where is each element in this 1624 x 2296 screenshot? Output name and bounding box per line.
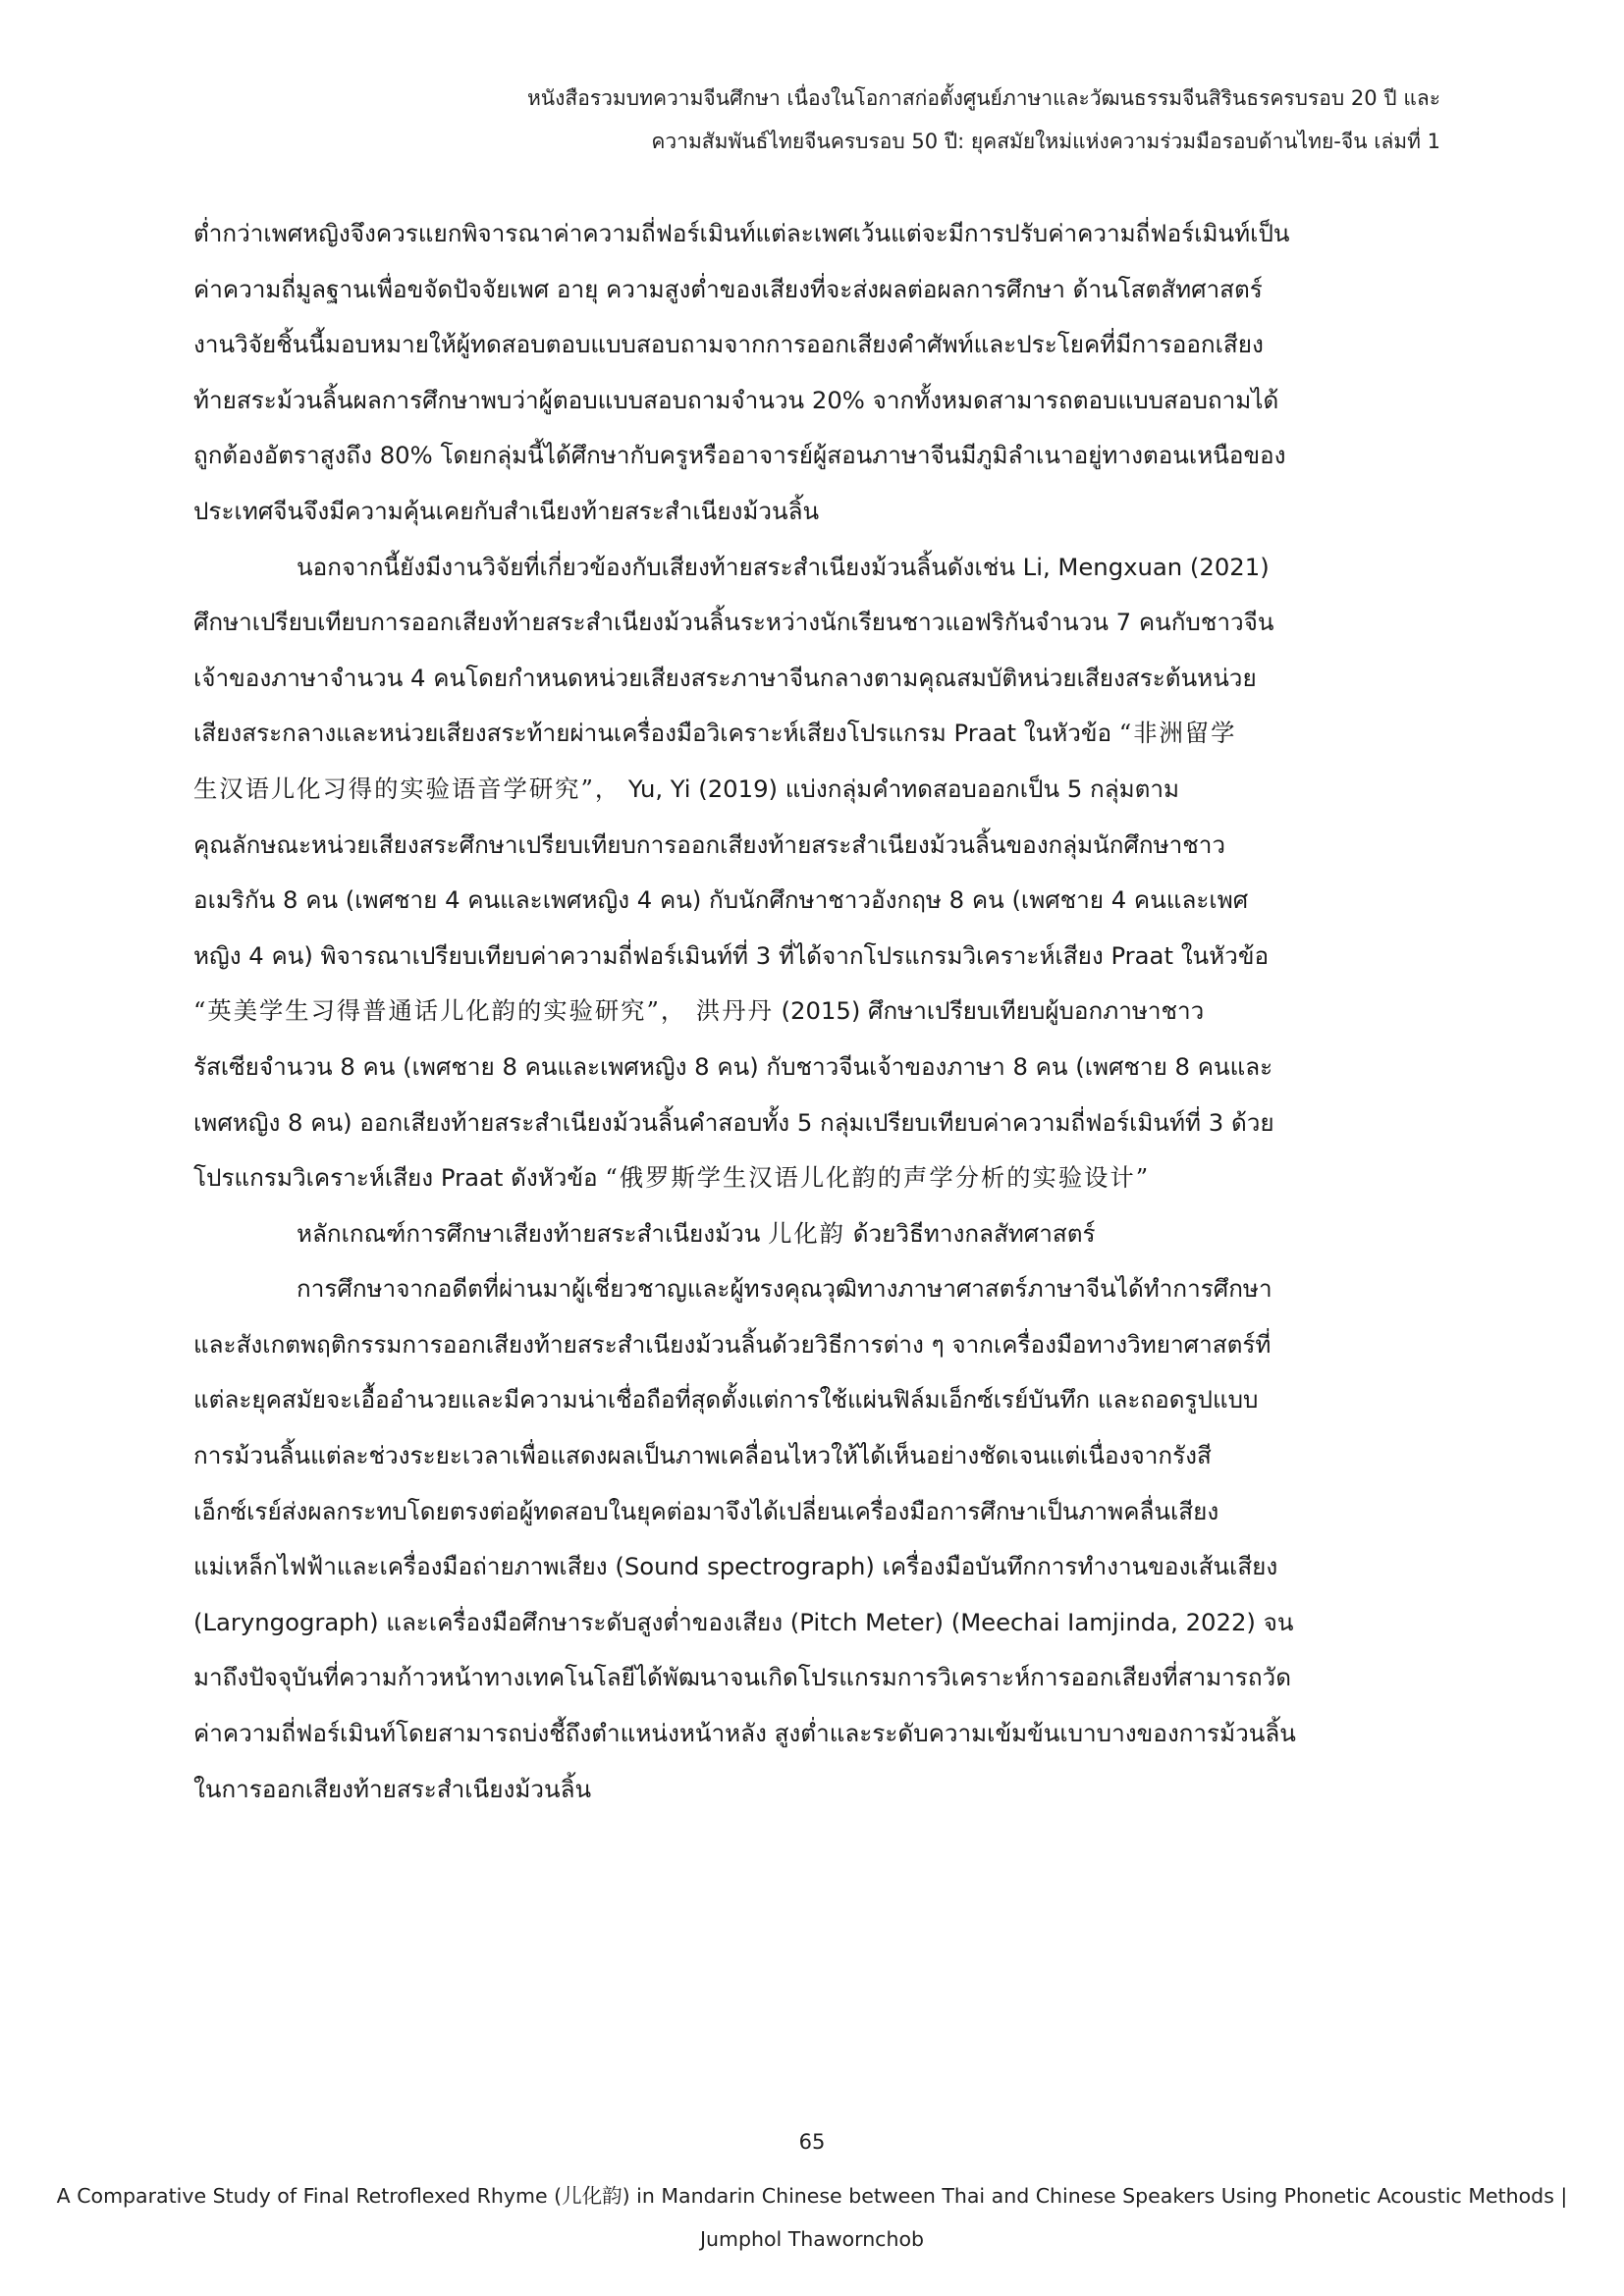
text-line: การม้วนลิ้นแต่ละช่วงระยะเวลาเพื่อแสดงผลเป็นภาพเคลื่อนไหวให้ได้เห็นอย่างชัดเจนแต่เนื่องจากรังสี <box>193 1441 1212 1470</box>
paragraph-4 <box>193 1261 1438 1817</box>
text-line: ค่าความถี่มูลฐานเพื่อขจัดปัจจัยเพศ อายุ ความสูงต่ำของเสียงที่จะส่งผลต่อผลการศึกษา ด้านโสตสัทศาสตร์ <box>193 274 1263 303</box>
text-line: ถูกต้องอัตราสูงถึง 80% โดยกลุ่มนี้ได้ศึกษากับครูหรืออาจารย์ผู้สอนภาษาจีนมีภูมิลำเนาอยู่ทางตอนเหนือของ <box>193 441 1286 470</box>
text-line: เพศหญิง 8 คน) ออกเสียงท้ายสระสำเนียงม้วนลิ้นคำสอบทั้ง 5 กลุ่มเปรียบเทียบค่าความถี่ฟอร์เมินท์ที่ 3 ด้วย <box>193 1107 1274 1137</box>
running-footer <box>39 2174 1585 2261</box>
text-line: รัสเซียจำนวน 8 คน (เพศชาย 8 คนและเพศหญิง 8 คน) กับชาวจีนเจ้าของภาษา 8 คน (เพศชาย 8 คนและ <box>193 1051 1273 1081</box>
text-line: ค่าความถี่ฟอร์เมินท์โดยสามารถบ่งชี้ถึงตำแหน่งหน้าหลัง สูงต่ำและระดับความเข้มข้นเบาบางของการม้วนลิ้น <box>193 1719 1296 1748</box>
chinese-title-segment: “俄罗斯学生汉语儿化韵的声学分析的实验设计” <box>605 1163 1151 1193</box>
text-segment: เสียงสระกลางและหน่วยเสียงสระท้ายผ่านเครื่องมือวิเคราะห์เสียงโปรแกรม Praat ในหัวข้อ <box>193 719 1119 748</box>
text-line: (Laryngograph) และเครื่องมือศึกษาระดับสูงต่ำของเสียง (Pitch Meter) (Meechai Iamjinda, 2022) จน <box>193 1607 1294 1636</box>
text-line: ศึกษาเปรียบเทียบการออกเสียงท้ายสระสำเนียงม้วนลิ้นระหว่างนักเรียนชาวแอฟริกันจำนวน 7 คนกับชาวจีน <box>193 608 1274 637</box>
text-line <box>193 706 1438 762</box>
text-line: เอ็กซ์เรย์ส่งผลกระทบโดยตรงต่อผู้ทดสอบในยุคต่อมาจึงได้เปลี่ยนเครื่องมือการศึกษาเป็นภาพคลื่นเสียง <box>193 1496 1219 1525</box>
text-segment: ด้วยวิธีทางกลสัทศาสตร์ <box>844 1218 1096 1248</box>
chinese-title-segment: “英美学生习得普通话儿化韵的实验研究”， 洪丹丹 <box>193 996 774 1026</box>
text-line: หญิง 4 คน) พิจารณาเปรียบเทียบค่าความถี่ฟอร์เมินท์ที่ 3 ที่ได้จากโปรแกรมวิเคราะห์เสียง Praat ในหัวข้อ <box>193 940 1270 970</box>
text-line <box>193 762 1438 818</box>
text-line: การศึกษาจากอดีตที่ผ่านมาผู้เชี่ยวชาญและผู้ทรงคุณวุฒิทางภาษาศาสตร์ภาษาจีนได้ทำการศึกษา <box>297 1274 1272 1304</box>
text-line: แม่เหล็กไฟฟ้าและเครื่องมือถ่ายภาพเสียง (Sound spectrograph) เครื่องมือบันทึกการทำงานของเส้นเสียง <box>193 1552 1278 1581</box>
text-line: อเมริกัน 8 คน (เพศชาย 4 คนและเพศหญิง 4 คน) กับนักศึกษาชาวอังกฤษ 8 คน (เพศชาย 4 คนและเพศ <box>193 885 1249 915</box>
text-line: ต่ำกว่าเพศหญิงจึงควรแยกพิจารณาค่าความถี่ฟอร์เมินท์แต่ละเพศเว้นแต่จะมีการปรับค่าความถี่ฟอร์เมินท์เป็น <box>193 219 1290 247</box>
text-line: ท้ายสระม้วนลิ้นผลการศึกษาพบว่าผู้ตอบแบบสอบถามจำนวน 20% จากทั้งหมดสามารถตอบแบบสอบถามได้ <box>193 385 1279 414</box>
text-segment: หลักเกณฑ์การศึกษาเสียงท้ายสระสำเนียงม้วน <box>297 1218 769 1248</box>
text-line: นอกจากนี้ยังมีงานวิจัยที่เกี่ยวข้องกับเสียงท้ายสระสำเนียงม้วนลิ้นดังเช่น Li, Mengxuan (2021) <box>297 552 1270 581</box>
running-header <box>164 77 1440 163</box>
text-segment: โปรแกรมวิเคราะห์เสียง Praat ดังหัวข้อ <box>193 1163 606 1193</box>
text-segment: (2015) ศึกษาเปรียบเทียบผู้บอกภาษาชาว <box>773 996 1205 1026</box>
text-line: คุณลักษณะหน่วยเสียงสระศึกษาเปรียบเทียบการออกเสียงท้ายสระสำเนียงม้วนลิ้นของกลุ่มนักศึกษาชาว <box>193 829 1226 859</box>
paragraph-1 <box>193 206 1438 540</box>
paragraph-2 <box>193 540 1438 1206</box>
text-segment: Yu, Yi (2019) แบ่งกลุ่มคำทดสอบออกเป็น 5 กลุ่มตาม <box>621 774 1180 803</box>
text-line: เจ้าของภาษาจำนวน 4 คนโดยกำหนดหน่วยเสียงสระภาษาจีนกลางตามคุณสมบัติหน่วยเสียงสระต้นหน่วย <box>193 663 1257 692</box>
footer-line-2: Jumphol Thawornchob <box>699 2227 925 2251</box>
text-line: งานวิจัยชิ้นนี้มอบหมายให้ผู้ทดสอบตอบแบบสอบถามจากการออกเสียงคำศัพท์และประโยคที่มีการออกเสียง <box>193 330 1264 359</box>
page-number: 65 <box>798 2130 826 2154</box>
text-line <box>193 984 1438 1040</box>
text-line <box>193 1206 1438 1262</box>
header-line-1: หนังสือรวมบทความจีนศึกษา เนื่องในโอกาสก่อตั้งศูนย์ภาษาและวัฒนธรรมจีนสิรินธรครบรอบ 20 ปี และ <box>526 86 1440 110</box>
chinese-title-segment: 生汉语儿化习得的实验语音学研究”， <box>193 774 622 803</box>
text-line <box>193 1150 1438 1206</box>
text-line: ประเทศจีนจึงมีความคุ้นเคยกับสำเนียงท้ายสระสำเนียงม้วนลิ้น <box>193 496 820 525</box>
header-line-2: ความสัมพันธ์ไทยจีนครบรอบ 50 ปี: ยุคสมัยใหม่แห่งความร่วมมือรอบด้านไทย-จีน เล่มที่ 1 <box>651 130 1440 153</box>
chinese-title-segment: “非洲留学 <box>1118 719 1237 748</box>
text-line: แต่ละยุคสมัยจะเอื้ออำนวยและมีความน่าเชื่อถือที่สุดตั้งแต่การใช้แผ่นฟิล์มเอ็กซ์เรย์บันทึก และถอดรูปแบบ <box>193 1385 1259 1415</box>
paragraph-3-subheading <box>193 1206 1438 1262</box>
body-text <box>193 206 1438 1817</box>
text-line: มาถึงปัจจุบันที่ความก้าวหน้าทางเทคโนโลยีได้พัฒนาจนเกิดโปรแกรมการวิเคราะห์การออกเสียงที่สามารถวัด <box>193 1663 1291 1692</box>
footer-line-1: A Comparative Study of Final Retroflexed Rhyme (儿化韵) in Mandarin Chinese between Thai and Chinese Speakers Using Phonetic Acoustic Methods | <box>56 2184 1568 2208</box>
chinese-term: 儿化韵 <box>768 1218 845 1248</box>
text-line: และสังเกตพฤติกรรมการออกเสียงท้ายสระสำเนียงม้วนลิ้นด้วยวิธีการต่าง ๆ จากเครื่องมือทางวิทยาศาสตร์ที่ <box>193 1329 1272 1359</box>
text-line: ในการออกเสียงท้ายสระสำเนียงม้วนลิ้น <box>193 1774 592 1803</box>
